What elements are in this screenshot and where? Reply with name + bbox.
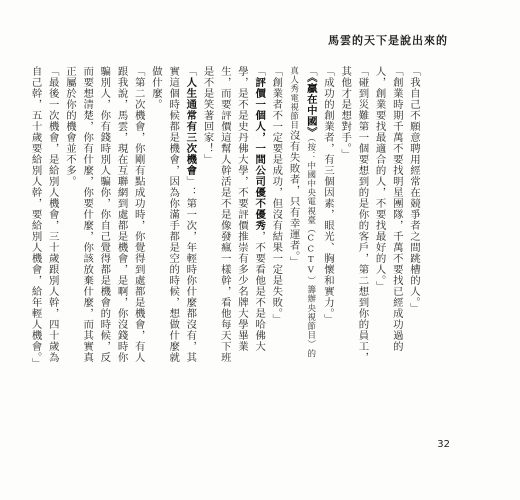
quote-paragraph-4: 「成功的創業者，有三個因素，眼光、胸懷和實力。」: [321, 66, 334, 325]
quote-paragraph-8: 「人生通常有三次機會」：第一次，年輕時你什麼都沒有，其實這個時候都是機會，因為你滿手都是空的時候，想做什麼就做什麼。: [149, 66, 197, 363]
program-quote: 沒有失敗者，只有幸運者。」: [287, 129, 300, 268]
running-header: 馬雲的天下是說出來的: [328, 34, 448, 47]
quote-paragraph-7: 「評價一個人，一間公司優不優秀，不要看他是不是哈佛大學，是不是史丹佛大學，不要評價推崇有多少名牌大學畢業生，而要評價這幫人幹活是不是像發瘋一樣幹，看他每天下班是不是笑著回家！」: [201, 66, 266, 363]
quote-paragraph-6: 「創業者不一定要是成功，但沒有結果一定是失敗。」: [270, 66, 283, 325]
quote-paragraph-1: 「我自己不願意聘用經常在競爭者之間跳槽的人。」: [408, 66, 420, 314]
bold-lead-phrase: 人生通常有三次機會: [184, 77, 197, 176]
quote-paragraph-2: 「創業時期千萬不要找明星團隊，千萬不要找已經成功過的人，創業要找最適合的人，不要找最好的人。」: [373, 66, 403, 352]
quote-paragraph-3: 「碰到災難第一個要想到的是你的客戶，第二想到你的員工，其他才是想對手。」: [339, 66, 369, 363]
program-title: 《贏在中國》: [304, 77, 317, 138]
quote-paragraph-10: 「最後一次機會，是給別人機會，三十歲跟別人幹，四十歲為自己幹，五十歲要給別人幹，要給別人機會，給年輕人機會。」: [29, 66, 59, 369]
program-note-tail: 的真人秀電視節目: [288, 66, 316, 358]
program-note: （按：中國中央電視臺（CCTV）籌辦央視節目）: [305, 137, 316, 349]
quote-paragraph-9: 「第二次機會，你剛有點成功時，你覺得到處都是機會，有人跟我說，馬雲，現在互聯網到處都是機會，是啊，你沒錢時你騙別人，你有錢時別人騙你，你自己覺得都是機會的時候，反而要想清楚，你有什麼，你要什麼，你該放棄什麼，而其實真正屬於你的機會並不多。: [63, 66, 145, 363]
vertical-text-body: [26, 66, 422, 369]
page-number: 32: [437, 439, 450, 450]
quote-paragraph-5: 「《贏在中國》（按：中國中央電視臺（CCTV）籌辦央視節目）的真人秀電視節目沒有失敗者，只有幸運者。」: [287, 66, 317, 358]
bold-lead-phrase: 評價一個人，一間公司優不優秀: [253, 77, 266, 231]
